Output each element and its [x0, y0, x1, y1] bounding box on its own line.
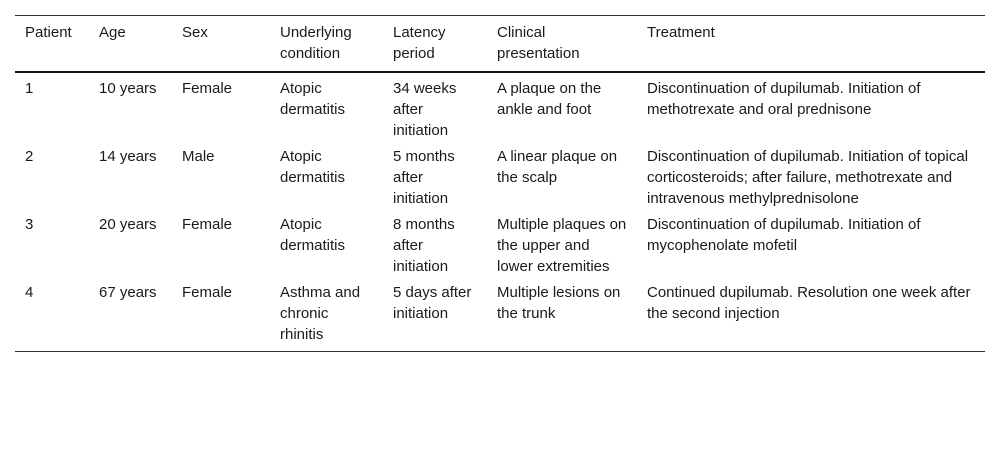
header-age: Age: [99, 24, 126, 41]
header-clinical-presentation: Clinical presentation: [497, 24, 580, 62]
cell-treatment: Discontinuation of dupilumab. Initiation of mycophenolate mofetil: [647, 216, 921, 254]
cell-patient: 1: [25, 80, 34, 97]
cell-underlying-condition: Atopic dermatitis: [280, 216, 346, 254]
cell-age: 10 years: [99, 80, 157, 97]
patient-table: [15, 15, 985, 352]
cell-clinical-presentation: Multiple lesions on the trunk: [497, 284, 621, 322]
cell-treatment: Discontinuation of dupilumab. Initiation of topical corticosteroids; after failure, methotrexate and intravenous methylprednisolone: [647, 148, 969, 207]
table-row: [15, 141, 985, 209]
header-patient: Patient: [25, 24, 72, 41]
cell-clinical-presentation: Multiple plaques on the upper and lower extremities: [497, 216, 627, 275]
cell-underlying-condition: Atopic dermatitis: [280, 80, 346, 118]
cell-latency-period: 5 days after initiation: [393, 284, 472, 322]
cell-treatment: Discontinuation of dupilumab. Initiation of methotrexate and oral prednisone: [647, 80, 921, 118]
header-underlying-condition: Underlying condition: [280, 24, 352, 62]
table-body: [15, 72, 985, 352]
cell-latency-period: 34 weeks after initiation: [393, 80, 457, 139]
cell-latency-period: 5 months after initiation: [393, 148, 455, 207]
header-row: [15, 16, 985, 73]
cell-patient: 4: [25, 284, 34, 301]
cell-underlying-condition: Asthma and chronic rhinitis: [280, 284, 361, 343]
cell-sex: Female: [182, 216, 233, 233]
cell-clinical-presentation: A plaque on the ankle and foot: [497, 80, 602, 118]
cell-sex: Female: [182, 284, 233, 301]
table-header: [15, 16, 985, 73]
cell-underlying-condition: Atopic dermatitis: [280, 148, 346, 186]
header-treatment: Treatment: [647, 24, 715, 41]
header-latency-period: Latency period: [393, 24, 446, 62]
cell-patient: 3: [25, 216, 34, 233]
patient-table-container: [15, 15, 985, 352]
cell-age: 14 years: [99, 148, 157, 165]
cell-age: 20 years: [99, 216, 157, 233]
cell-sex: Female: [182, 80, 233, 97]
header-sex: Sex: [182, 24, 208, 41]
cell-latency-period: 8 months after initiation: [393, 216, 455, 275]
cell-patient: 2: [25, 148, 34, 165]
cell-sex: Male: [182, 148, 215, 165]
table-row: [15, 277, 985, 352]
cell-treatment: Continued dupilumab. Resolution one week after the second injection: [647, 284, 971, 322]
table-row: [15, 72, 985, 141]
cell-age: 67 years: [99, 284, 157, 301]
table-row: [15, 209, 985, 277]
cell-clinical-presentation: A linear plaque on the scalp: [497, 148, 618, 186]
